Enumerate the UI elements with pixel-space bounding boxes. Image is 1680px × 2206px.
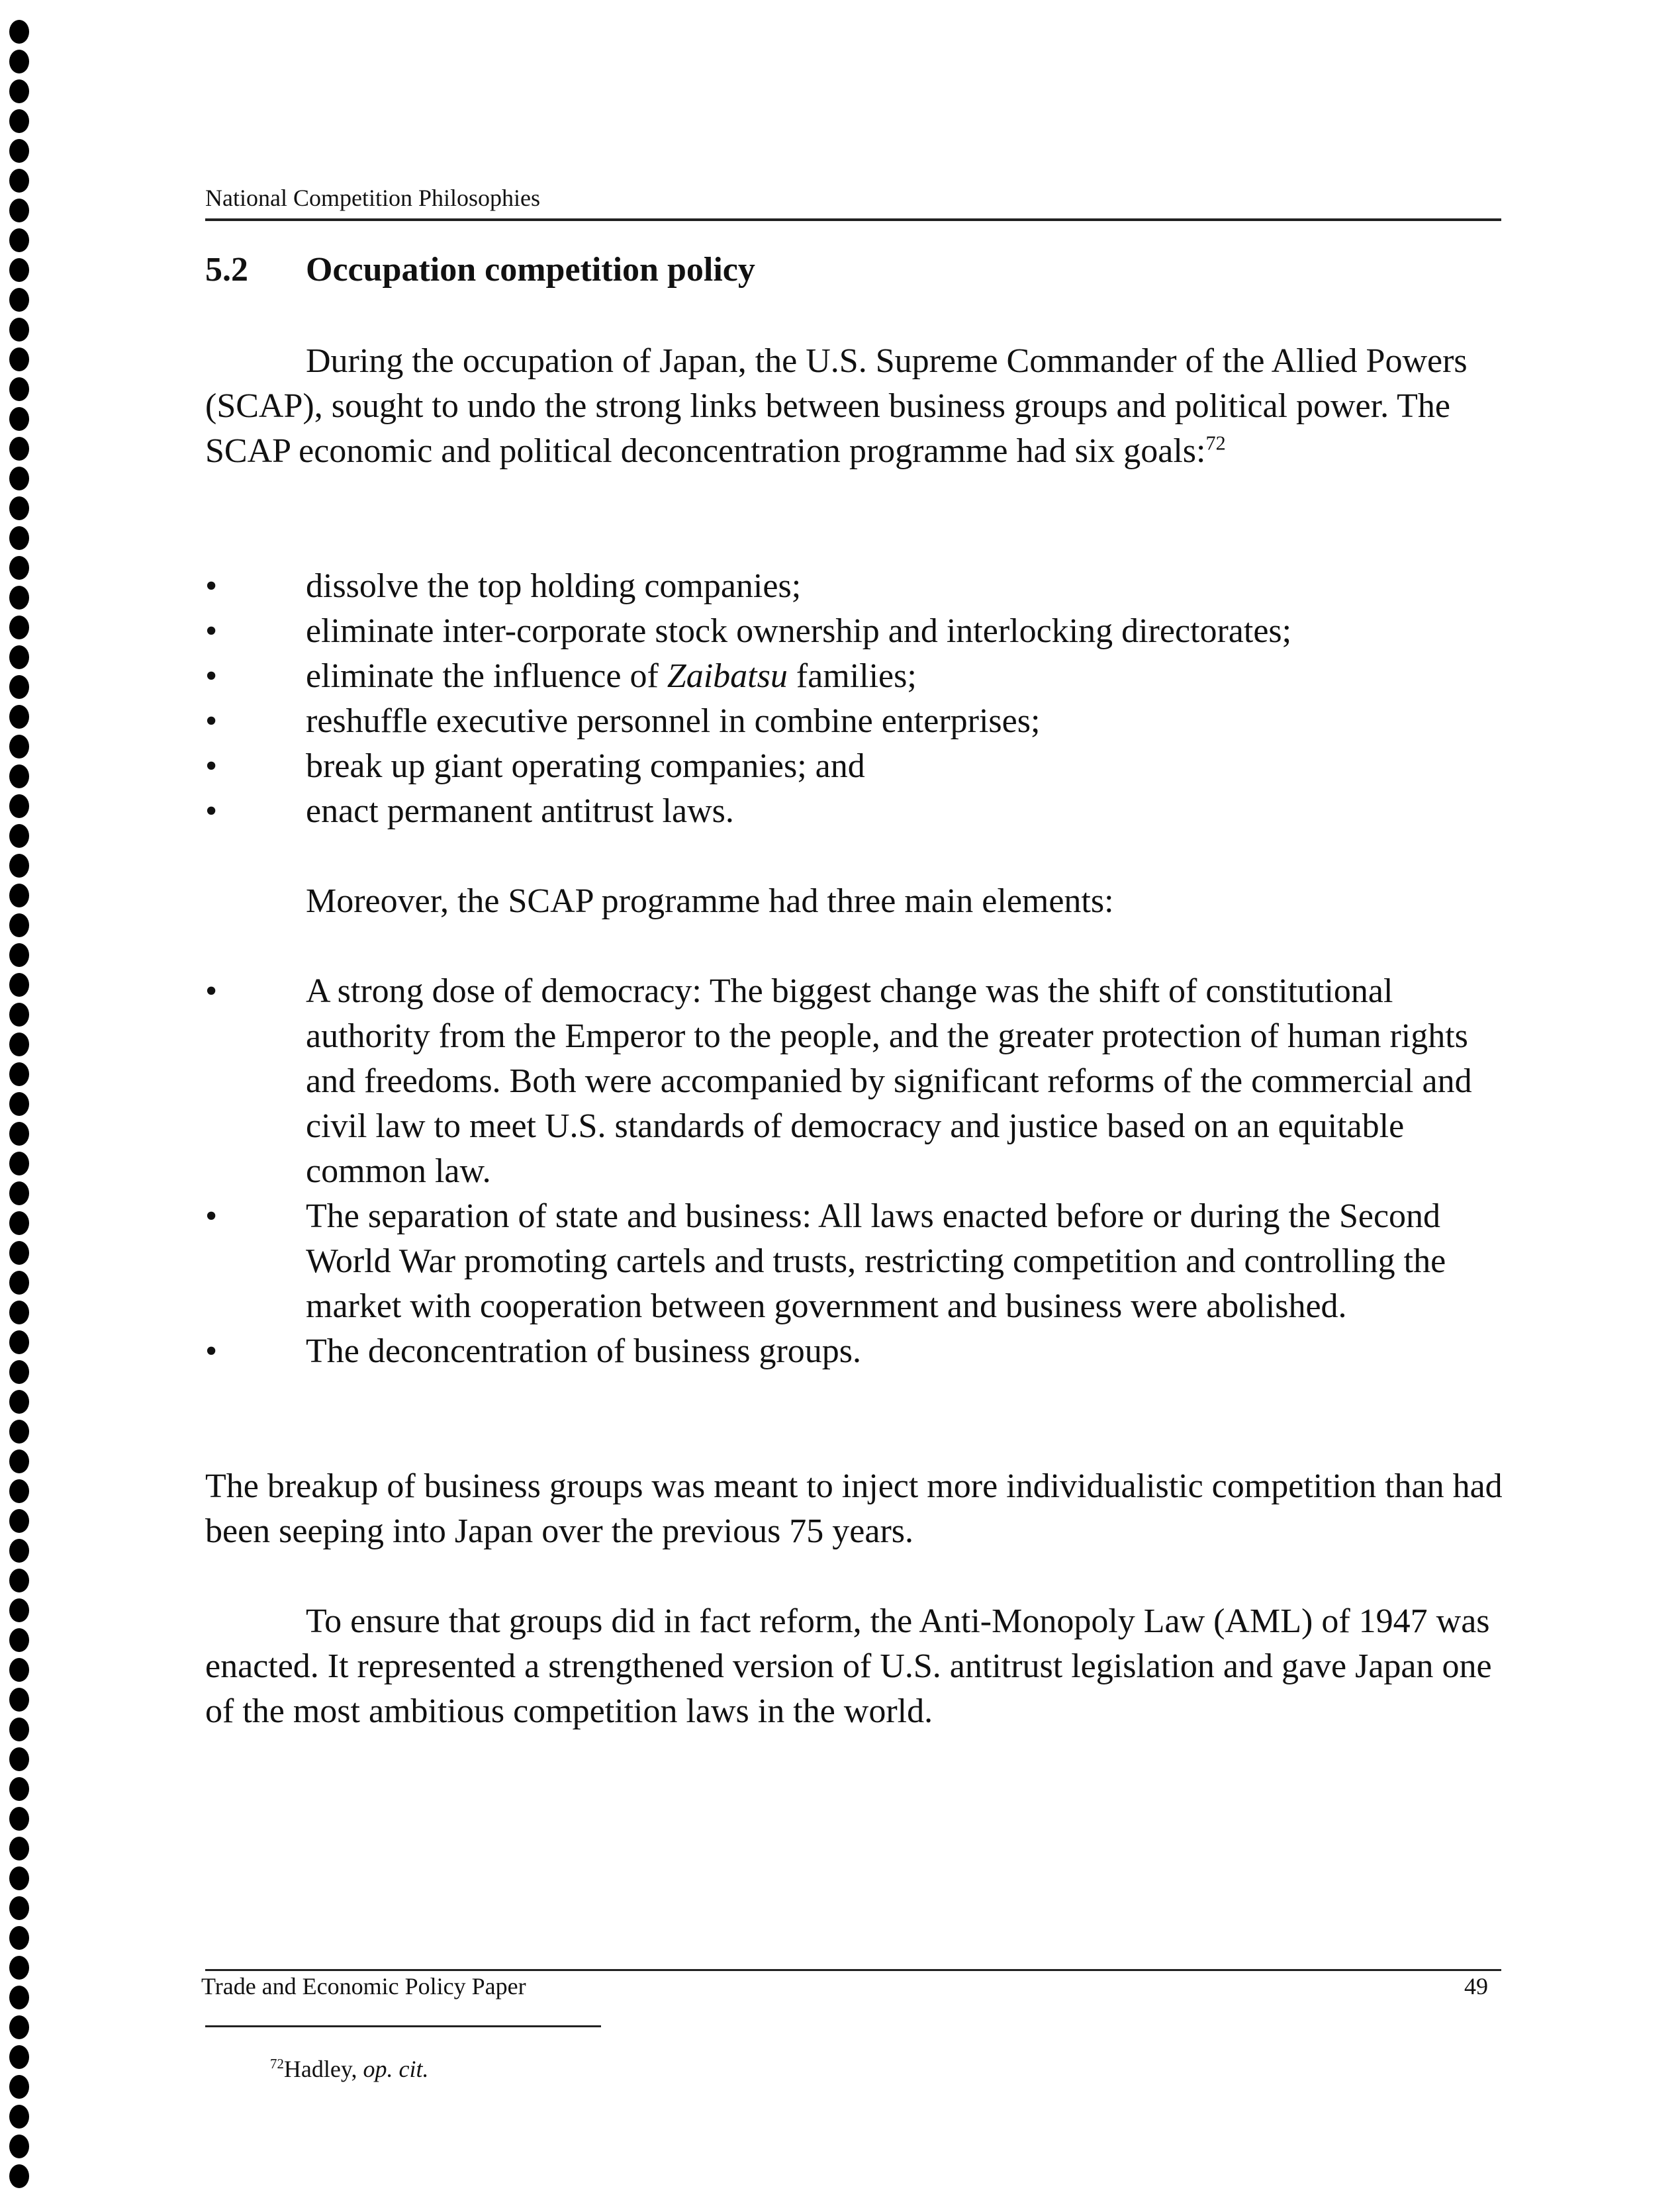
binding-hole (9, 1449, 29, 1473)
binding-hole (9, 794, 29, 818)
binding-hole (9, 556, 29, 580)
bullet-icon: • (205, 747, 218, 785)
binding-hole (9, 169, 29, 193)
list-item-text: The separation of state and business: All laws enacted before or during the Second World War promoting cartels and trusts, restricting competition and controlling the market with cooperation between government and business were abolished. (306, 1197, 1446, 1325)
footer-title: Trade and Economic Policy Paper (201, 1973, 526, 1999)
binding-hole (9, 913, 29, 937)
binding-hole (9, 318, 29, 342)
binding-hole (9, 50, 29, 73)
binding-hole (9, 1688, 29, 1712)
binding-hole (9, 2075, 29, 2099)
binding-hole (9, 1628, 29, 1652)
binding-hole (9, 943, 29, 967)
binding-hole (9, 79, 29, 103)
binding-hole (9, 1926, 29, 1950)
zaibatsu-emphasis: Zaibatsu (667, 657, 788, 695)
bullet-icon: • (205, 1197, 218, 1235)
binding-holes (9, 20, 30, 2197)
list-item-text: reshuffle executive personnel in combine enterprises; (306, 702, 1041, 740)
bullet-icon: • (205, 1332, 218, 1370)
binding-hole (9, 288, 29, 312)
list-item (205, 789, 1503, 834)
binding-hole (9, 1122, 29, 1146)
binding-hole (9, 407, 29, 431)
binding-hole (9, 1807, 29, 1831)
bullet-icon: • (205, 792, 218, 830)
list-item (205, 654, 1503, 699)
binding-hole (9, 616, 29, 639)
bullet-icon: • (205, 612, 218, 650)
binding-hole (9, 1986, 29, 2009)
footer-rule (205, 1969, 1501, 1971)
binding-hole (9, 1777, 29, 1801)
binding-hole (9, 1301, 29, 1324)
binding-hole (9, 2105, 29, 2129)
list-item-text: eliminate the influence of (306, 657, 667, 695)
binding-hole (9, 377, 29, 401)
binding-hole (9, 437, 29, 461)
binding-hole (9, 1598, 29, 1622)
binding-hole (9, 586, 29, 610)
binding-hole (9, 228, 29, 252)
binding-hole (9, 1866, 29, 1890)
binding-hole (9, 1033, 29, 1056)
binding-hole (9, 1330, 29, 1354)
footnote-citation: op. cit. (363, 2056, 429, 2082)
binding-hole (9, 258, 29, 282)
intro-paragraph-text: During the occupation of Japan, the U.S. Supreme Commander of the Allied Powers (SCAP), sought to undo the strong links between business groups and political power. The SCAP economic and political deconcentration programme had six goals: (205, 342, 1468, 470)
bullet-icon: • (205, 972, 218, 1010)
binding-hole (9, 2045, 29, 2069)
binding-hole (9, 854, 29, 878)
header-rule (205, 218, 1501, 221)
list-item-text: A strong dose of democracy: The biggest change was the shift of constitutional authority from the Emperor to the people, and the greater protection of human rights and freedoms. Both were accompanied by significant reforms of the commercial and civil law to meet U.S. standards of democracy and justice based on an equitable common law. (306, 972, 1472, 1190)
list-item (205, 744, 1503, 789)
footnote-text: Hadley, (283, 2056, 363, 2082)
binding-hole (9, 1539, 29, 1563)
binding-hole (9, 1956, 29, 1980)
binding-hole (9, 109, 29, 133)
binding-hole (9, 1062, 29, 1086)
binding-hole (9, 764, 29, 788)
binding-hole (9, 1569, 29, 1592)
binding-hole (9, 735, 29, 758)
list-item-text: break up giant operating companies; and (306, 747, 865, 785)
list-item-text: enact permanent antitrust laws. (306, 792, 734, 830)
binding-hole (9, 1271, 29, 1295)
binding-hole (9, 139, 29, 163)
list-item-text: dissolve the top holding companies; (306, 567, 802, 605)
list-item (205, 564, 1503, 609)
binding-hole (9, 526, 29, 550)
binding-hole (9, 2135, 29, 2158)
section-number: 5.2 (205, 251, 248, 289)
binding-hole (9, 1718, 29, 1741)
elements-intro-paragraph: Moreover, the SCAP programme had three main elements: (306, 882, 1114, 920)
binding-hole (9, 1241, 29, 1265)
binding-hole (9, 1658, 29, 1682)
binding-hole (9, 973, 29, 997)
binding-hole (9, 2164, 29, 2188)
section-title: Occupation competition policy (306, 251, 755, 289)
binding-hole (9, 1092, 29, 1116)
list-item-text: The deconcentration of business groups. (306, 1332, 862, 1370)
binding-hole (9, 675, 29, 699)
binding-hole (9, 1837, 29, 1861)
binding-hole (9, 1360, 29, 1384)
binding-hole (9, 496, 29, 520)
binding-hole (9, 347, 29, 371)
footnote-number: 72 (270, 2056, 284, 2072)
binding-hole (9, 1509, 29, 1533)
binding-hole (9, 1181, 29, 1205)
elements-list (205, 969, 1503, 1374)
footnote-rule (205, 2025, 601, 2027)
list-item (205, 1329, 1503, 1374)
binding-hole (9, 1390, 29, 1414)
section-heading (205, 250, 755, 289)
binding-hole (9, 2015, 29, 2039)
bullet-icon: • (205, 657, 218, 695)
bullet-icon: • (205, 702, 218, 740)
binding-hole (9, 824, 29, 848)
breakup-paragraph: The breakup of business groups was meant to inject more individualistic competition than had been seeping into Japan over the previous 75 years. (205, 1467, 1503, 1550)
intro-paragraph (205, 339, 1503, 474)
binding-hole (9, 1211, 29, 1235)
bullet-icon: • (205, 567, 218, 605)
list-item (205, 699, 1503, 744)
list-item (205, 1194, 1503, 1329)
binding-hole (9, 1152, 29, 1175)
footnote-reference: 72 (1205, 432, 1226, 455)
list-item-text: eliminate inter-corporate stock ownership and interlocking directorates; (306, 612, 1292, 650)
binding-hole (9, 1747, 29, 1771)
binding-hole (9, 467, 29, 490)
binding-hole (9, 1420, 29, 1444)
running-header: National Competition Philosophies (205, 185, 540, 211)
list-item (205, 969, 1503, 1194)
goals-list (205, 564, 1503, 834)
binding-hole (9, 199, 29, 222)
binding-hole (9, 705, 29, 729)
page-number: 49 (1464, 1973, 1488, 1999)
footnote (270, 2055, 428, 2083)
list-item-text-after: families; (787, 657, 917, 695)
binding-hole (9, 884, 29, 907)
binding-hole (9, 1479, 29, 1503)
binding-hole (9, 1896, 29, 1920)
binding-hole (9, 645, 29, 669)
binding-hole (9, 1003, 29, 1027)
binding-hole (9, 20, 29, 44)
aml-paragraph: To ensure that groups did in fact reform, the Anti-Monopoly Law (AML) of 1947 was enacted. It represented a strengthened version of U.S. antitrust legislation and gave Japan one of the most ambitious competition laws in the world. (205, 1602, 1492, 1730)
list-item (205, 609, 1503, 654)
